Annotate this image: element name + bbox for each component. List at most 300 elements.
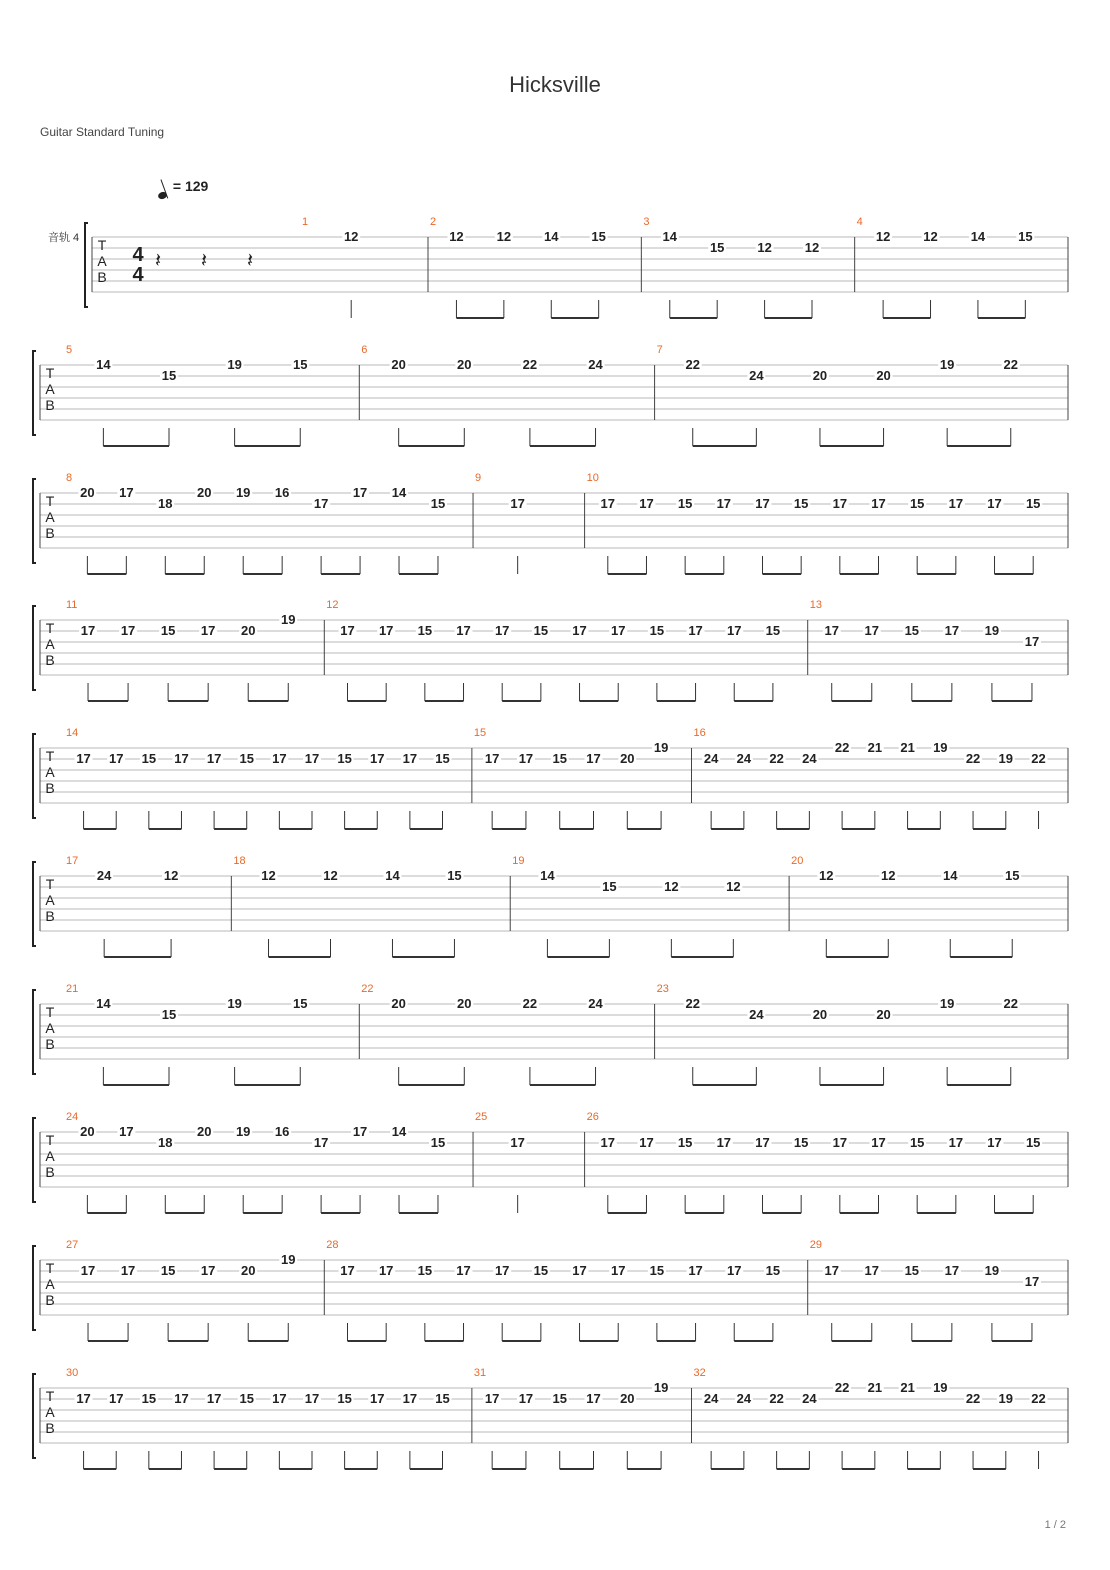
measure-number: 22 xyxy=(361,983,374,995)
measure xyxy=(66,1111,447,1213)
fret-number: 15 xyxy=(909,496,925,511)
measure-number: 7 xyxy=(656,344,663,356)
fret-number: 20 xyxy=(876,368,891,383)
fret-number: 17 xyxy=(340,623,355,638)
fret-number: 17 xyxy=(108,1391,124,1406)
system-bracket xyxy=(33,479,36,563)
fret-number: 20 xyxy=(620,1391,635,1406)
tab-clef-letter: A xyxy=(45,1404,55,1420)
measure xyxy=(474,727,670,829)
tab-system xyxy=(33,472,1068,574)
measure-number: 27 xyxy=(66,1239,79,1251)
fret-number: 17 xyxy=(80,623,96,638)
fret-number: 15 xyxy=(239,751,254,766)
fret-number: 15 xyxy=(417,623,433,638)
fret-number: 20 xyxy=(391,357,406,372)
measure-number: 32 xyxy=(693,1367,706,1379)
fret-number: 24 xyxy=(588,357,603,372)
measure-number: 28 xyxy=(326,1239,339,1251)
fret-number: 17 xyxy=(518,1391,534,1406)
fret-number: 19 xyxy=(984,1263,1000,1278)
measure-number: 10 xyxy=(586,472,599,484)
fret-number: 12 xyxy=(449,229,464,244)
fret-number: 15 xyxy=(552,751,567,766)
fret-number: 17 xyxy=(824,623,839,638)
fret-number: 12 xyxy=(757,240,772,255)
system-bracket xyxy=(85,223,88,307)
tab-clef-letter: A xyxy=(45,381,55,397)
fret-number: 15 xyxy=(909,1135,925,1150)
measure-number: 19 xyxy=(512,855,525,867)
fret-number: 17 xyxy=(755,496,770,511)
fret-number: 17 xyxy=(871,496,886,511)
fret-number: 17 xyxy=(716,496,732,511)
fret-number: 15 xyxy=(161,368,177,383)
fret-number: 22 xyxy=(769,751,784,766)
fret-number: 20 xyxy=(457,357,472,372)
song-title: Hicksville xyxy=(509,72,601,97)
fret-number: 16 xyxy=(274,1124,290,1139)
measure-number: 20 xyxy=(791,855,804,867)
fret-number: 14 xyxy=(943,868,958,883)
tab-system xyxy=(33,1239,1068,1341)
fret-number: 15 xyxy=(677,496,693,511)
measure-number: 14 xyxy=(66,727,79,739)
tab-clef-letter: A xyxy=(97,253,107,269)
fret-number: 17 xyxy=(76,1391,91,1406)
fret-number: 15 xyxy=(709,240,725,255)
tab-clef-letter: A xyxy=(45,636,55,652)
measure xyxy=(657,983,1020,1085)
fret-number: 17 xyxy=(987,496,1002,511)
fret-number: 17 xyxy=(304,1391,320,1406)
tab-clef-letter: A xyxy=(45,1276,55,1292)
fret-number: 17 xyxy=(832,496,848,511)
tab-system xyxy=(33,1367,1068,1469)
measure-number: 25 xyxy=(475,1111,488,1123)
tab-system xyxy=(33,599,1068,701)
fret-number: 15 xyxy=(293,357,308,372)
fret-number: 15 xyxy=(649,623,665,638)
fret-number: 15 xyxy=(649,1263,665,1278)
fret-number: 12 xyxy=(323,868,338,883)
measure xyxy=(643,216,821,318)
measure xyxy=(66,472,447,574)
page-indicator: 1 / 2 xyxy=(1044,1519,1066,1531)
fret-number: 21 xyxy=(900,740,915,755)
fret-number: 15 xyxy=(765,1263,781,1278)
measure xyxy=(66,599,297,701)
fret-number: 17 xyxy=(586,751,601,766)
fret-number: 20 xyxy=(197,485,212,500)
measure xyxy=(430,216,608,318)
measure xyxy=(694,1367,1048,1469)
measure xyxy=(512,855,742,957)
fret-number: 17 xyxy=(572,1263,587,1278)
fret-number: 20 xyxy=(457,996,472,1011)
fret-number: 24 xyxy=(802,751,817,766)
fret-number: 17 xyxy=(80,1263,96,1278)
tab-system xyxy=(33,1111,1068,1213)
fret-number: 20 xyxy=(812,368,828,383)
fret-number: 15 xyxy=(430,1135,446,1150)
fret-number: 19 xyxy=(933,1380,948,1395)
fret-number: 17 xyxy=(688,1263,703,1278)
fret-number: 14 xyxy=(96,357,111,372)
fret-number: 21 xyxy=(867,1380,883,1395)
fret-number: 15 xyxy=(337,751,352,766)
fret-number: 15 xyxy=(141,751,157,766)
fret-number: 15 xyxy=(160,1263,176,1278)
tab-clef-letter: A xyxy=(45,1148,55,1164)
measure xyxy=(66,727,452,829)
fret-number: 15 xyxy=(337,1391,352,1406)
fret-number: 17 xyxy=(1024,1274,1040,1289)
fret-number: 19 xyxy=(933,740,948,755)
fret-number: 19 xyxy=(235,1124,251,1139)
fret-number: 15 xyxy=(160,623,176,638)
measure xyxy=(810,599,1041,701)
fret-number: 17 xyxy=(120,1263,136,1278)
fret-number: 17 xyxy=(639,1135,654,1150)
system-bracket xyxy=(33,990,36,1074)
fret-number: 22 xyxy=(1003,996,1018,1011)
tab-system xyxy=(33,727,1068,829)
fret-number: 17 xyxy=(76,751,91,766)
tab-clef-letter: B xyxy=(45,397,55,413)
system-bracket xyxy=(33,1374,36,1458)
fret-number: 12 xyxy=(819,868,834,883)
measure xyxy=(475,1111,527,1213)
fret-number: 17 xyxy=(755,1135,770,1150)
fret-number: 20 xyxy=(197,1124,212,1139)
time-signature-top: 4 xyxy=(132,244,144,266)
fret-number: 17 xyxy=(206,1391,222,1406)
tuning-label: Guitar Standard Tuning xyxy=(40,125,165,139)
measure xyxy=(474,1367,670,1469)
fret-number: 17 xyxy=(944,1263,960,1278)
fret-number: 24 xyxy=(749,368,764,383)
fret-number: 15 xyxy=(793,496,809,511)
measure xyxy=(66,344,309,446)
measure-number: 5 xyxy=(66,344,73,356)
measure-number: 31 xyxy=(473,1367,487,1379)
fret-number: 17 xyxy=(494,1263,510,1278)
fret-number: 14 xyxy=(544,229,559,244)
fret-number: 19 xyxy=(235,485,251,500)
fret-number: 20 xyxy=(876,1007,891,1022)
tab-clef-letter: A xyxy=(45,764,55,780)
fret-number: 17 xyxy=(494,623,510,638)
measure-number: 3 xyxy=(643,216,650,228)
track-label: 音轨 4 xyxy=(48,232,80,244)
fret-number: 17 xyxy=(352,1124,368,1139)
fret-number: 24 xyxy=(96,868,112,883)
fret-number: 17 xyxy=(340,1263,355,1278)
system-bracket xyxy=(33,734,36,818)
time-signature-bottom: 4 xyxy=(132,264,144,286)
fret-number: 17 xyxy=(716,1135,732,1150)
measure xyxy=(233,855,463,957)
fret-number: 19 xyxy=(939,996,955,1011)
fret-number: 22 xyxy=(1031,751,1046,766)
measure xyxy=(66,855,180,957)
fret-number: 12 xyxy=(804,240,820,255)
fret-number: 19 xyxy=(227,996,242,1011)
fret-number: 16 xyxy=(274,485,290,500)
fret-number: 12 xyxy=(261,868,276,883)
fret-number: 17 xyxy=(313,1135,329,1150)
fret-number: 17 xyxy=(639,496,654,511)
fret-number: 17 xyxy=(484,1391,500,1406)
fret-number: 20 xyxy=(80,485,95,500)
fret-number: 19 xyxy=(653,1380,669,1395)
quarter-rest-icon: 𝄽 xyxy=(200,250,208,272)
fret-number: 17 xyxy=(832,1135,848,1150)
fret-number: 14 xyxy=(391,1124,407,1139)
fret-number: 17 xyxy=(824,1263,839,1278)
fret-number: 15 xyxy=(435,751,450,766)
tab-clef-letter: B xyxy=(45,780,55,796)
fret-number: 17 xyxy=(510,496,525,511)
fret-number: 15 xyxy=(533,1263,549,1278)
fret-number: 17 xyxy=(272,1391,287,1406)
fret-number: 17 xyxy=(510,1135,525,1150)
measure-number: 4 xyxy=(856,216,863,228)
fret-number: 20 xyxy=(620,751,635,766)
tab-clef-letter: B xyxy=(45,1164,55,1180)
fret-number: 17 xyxy=(352,485,368,500)
fret-number: 19 xyxy=(984,623,1000,638)
tab-clef-letter: A xyxy=(45,1020,55,1036)
fret-number: 17 xyxy=(586,1391,601,1406)
fret-number: 17 xyxy=(370,751,385,766)
fret-number: 15 xyxy=(904,623,920,638)
tab-clef-letter: B xyxy=(45,1292,55,1308)
measure-number: 26 xyxy=(586,1111,599,1123)
fret-number: 22 xyxy=(834,1380,850,1395)
fret-number: 17 xyxy=(119,1124,134,1139)
fret-number: 12 xyxy=(726,879,741,894)
fret-number: 15 xyxy=(1004,868,1020,883)
fret-number: 17 xyxy=(313,496,329,511)
fret-number: 15 xyxy=(677,1135,693,1150)
fret-number: 20 xyxy=(812,1007,828,1022)
fret-number: 24 xyxy=(802,1391,817,1406)
tab-clef-letter: T xyxy=(45,1132,55,1148)
measure xyxy=(857,216,1035,318)
fret-number: 19 xyxy=(227,357,242,372)
measure-number: 12 xyxy=(326,599,339,611)
fret-number: 17 xyxy=(610,623,626,638)
fret-number: 17 xyxy=(370,1391,385,1406)
fret-number: 24 xyxy=(703,751,719,766)
fret-number: 24 xyxy=(736,751,752,766)
tab-system xyxy=(33,855,1068,957)
fret-number: 17 xyxy=(572,623,587,638)
measure xyxy=(475,472,527,574)
measure-number: 1 xyxy=(302,216,309,228)
fret-number: 12 xyxy=(664,879,679,894)
fret-number: 22 xyxy=(685,996,700,1011)
fret-number: 17 xyxy=(200,1263,216,1278)
system-bracket xyxy=(33,351,36,435)
fret-number: 17 xyxy=(484,751,500,766)
measure xyxy=(657,344,1020,446)
measure xyxy=(791,855,1021,957)
fret-number: 22 xyxy=(1003,357,1018,372)
fret-number: 19 xyxy=(939,357,955,372)
fret-number: 22 xyxy=(965,751,981,766)
fret-number: 17 xyxy=(456,623,471,638)
tab-clef-letter: T xyxy=(97,237,107,253)
fret-number: 17 xyxy=(726,1263,742,1278)
measure-number: 23 xyxy=(656,983,669,995)
measure xyxy=(66,1367,452,1469)
tab-system xyxy=(85,216,1068,318)
measure-number: 13 xyxy=(809,599,822,611)
fret-number: 24 xyxy=(588,996,603,1011)
fret-number: 20 xyxy=(240,623,256,638)
fret-number: 14 xyxy=(96,996,111,1011)
fret-number: 14 xyxy=(391,485,407,500)
tab-clef-letter: T xyxy=(45,1260,55,1276)
fret-number: 17 xyxy=(987,1135,1002,1150)
fret-number: 14 xyxy=(385,868,400,883)
fret-number: 15 xyxy=(447,868,462,883)
fret-number: 12 xyxy=(496,229,512,244)
fret-number: 17 xyxy=(726,623,742,638)
fret-number: 22 xyxy=(522,357,538,372)
tab-clef-letter: B xyxy=(45,1036,55,1052)
fret-number: 17 xyxy=(518,751,534,766)
fret-number: 17 xyxy=(378,623,394,638)
fret-number: 15 xyxy=(141,1391,157,1406)
fret-number: 15 xyxy=(293,996,308,1011)
fret-number: 19 xyxy=(653,740,669,755)
fret-number: 17 xyxy=(610,1263,626,1278)
measure-number: 21 xyxy=(66,983,79,995)
tab-clef-letter: B xyxy=(45,652,55,668)
fret-number: 17 xyxy=(120,623,136,638)
system-bracket xyxy=(33,606,36,690)
fret-number: 15 xyxy=(161,1007,177,1022)
fret-number: 15 xyxy=(533,623,549,638)
measure-number: 15 xyxy=(473,727,487,739)
tempo-value: = 129 xyxy=(172,178,209,194)
fret-number: 17 xyxy=(200,623,216,638)
fret-number: 15 xyxy=(602,879,617,894)
fret-number: 15 xyxy=(591,229,606,244)
fret-number: 19 xyxy=(998,751,1014,766)
fret-number: 17 xyxy=(1024,634,1040,649)
fret-number: 12 xyxy=(875,229,891,244)
measure xyxy=(302,216,360,318)
fret-number: 22 xyxy=(769,1391,784,1406)
measure-number: 9 xyxy=(475,472,482,484)
tab-clef-letter: T xyxy=(45,493,55,509)
tab-clef-letter: T xyxy=(45,1388,55,1404)
fret-number: 18 xyxy=(158,1135,173,1150)
fret-number: 18 xyxy=(158,496,173,511)
fret-number: 15 xyxy=(1025,1135,1041,1150)
tab-clef-letter: B xyxy=(45,525,55,541)
fret-number: 22 xyxy=(965,1391,981,1406)
measure-number: 16 xyxy=(693,727,706,739)
fret-number: 14 xyxy=(540,868,555,883)
fret-number: 20 xyxy=(80,1124,95,1139)
fret-number: 12 xyxy=(343,229,359,244)
measure xyxy=(694,727,1048,829)
measure xyxy=(361,344,604,446)
tab-clef-letter: T xyxy=(45,1004,55,1020)
fret-number: 17 xyxy=(864,623,880,638)
measure xyxy=(587,1111,1043,1213)
measure-number: 29 xyxy=(809,1239,822,1251)
fret-number: 15 xyxy=(904,1263,920,1278)
fret-number: 17 xyxy=(456,1263,471,1278)
fret-number: 17 xyxy=(864,1263,880,1278)
fret-number: 19 xyxy=(281,1252,296,1267)
fret-number: 15 xyxy=(793,1135,809,1150)
fret-number: 17 xyxy=(174,1391,189,1406)
tab-clef-letter: T xyxy=(45,876,55,892)
tab-system xyxy=(33,344,1068,446)
fret-number: 17 xyxy=(944,623,960,638)
fret-number: 17 xyxy=(402,1391,418,1406)
fret-number: 17 xyxy=(174,751,189,766)
fret-number: 15 xyxy=(239,1391,254,1406)
fret-number: 24 xyxy=(703,1391,719,1406)
fret-number: 17 xyxy=(871,1135,886,1150)
quarter-rest-icon: 𝄽 xyxy=(154,250,162,272)
fret-number: 15 xyxy=(1025,496,1041,511)
fret-number: 14 xyxy=(662,229,678,244)
fret-number: 19 xyxy=(998,1391,1014,1406)
fret-number: 12 xyxy=(163,868,179,883)
quarter-rest-icon: 𝄽 xyxy=(246,250,254,272)
system-bracket xyxy=(33,1246,36,1330)
fret-number: 20 xyxy=(391,996,406,1011)
fret-number: 17 xyxy=(402,751,418,766)
measure-number: 8 xyxy=(66,472,73,484)
measure-number: 11 xyxy=(66,599,78,611)
tab-clef-letter: B xyxy=(45,1420,55,1436)
fret-number: 12 xyxy=(923,229,938,244)
fret-number: 17 xyxy=(948,496,964,511)
fret-number: 17 xyxy=(304,751,320,766)
measure xyxy=(587,472,1043,574)
tab-clef-letter: A xyxy=(45,509,55,525)
fret-number: 14 xyxy=(970,229,986,244)
measure xyxy=(361,983,604,1085)
tab-clef-letter: A xyxy=(45,892,55,908)
measure-number: 2 xyxy=(430,216,437,228)
system-bracket xyxy=(33,1118,36,1202)
fret-number: 20 xyxy=(240,1263,256,1278)
fret-number: 15 xyxy=(552,1391,567,1406)
tab-clef-letter: T xyxy=(45,620,55,636)
tab-clef-letter: T xyxy=(45,748,55,764)
fret-number: 15 xyxy=(1018,229,1033,244)
measure-number: 30 xyxy=(66,1367,79,1379)
fret-number: 19 xyxy=(281,612,296,627)
measure-number: 6 xyxy=(361,344,368,356)
tab-system xyxy=(33,983,1068,1085)
fret-number: 17 xyxy=(206,751,222,766)
tab-clef-letter: T xyxy=(45,365,55,381)
fret-number: 15 xyxy=(430,496,446,511)
